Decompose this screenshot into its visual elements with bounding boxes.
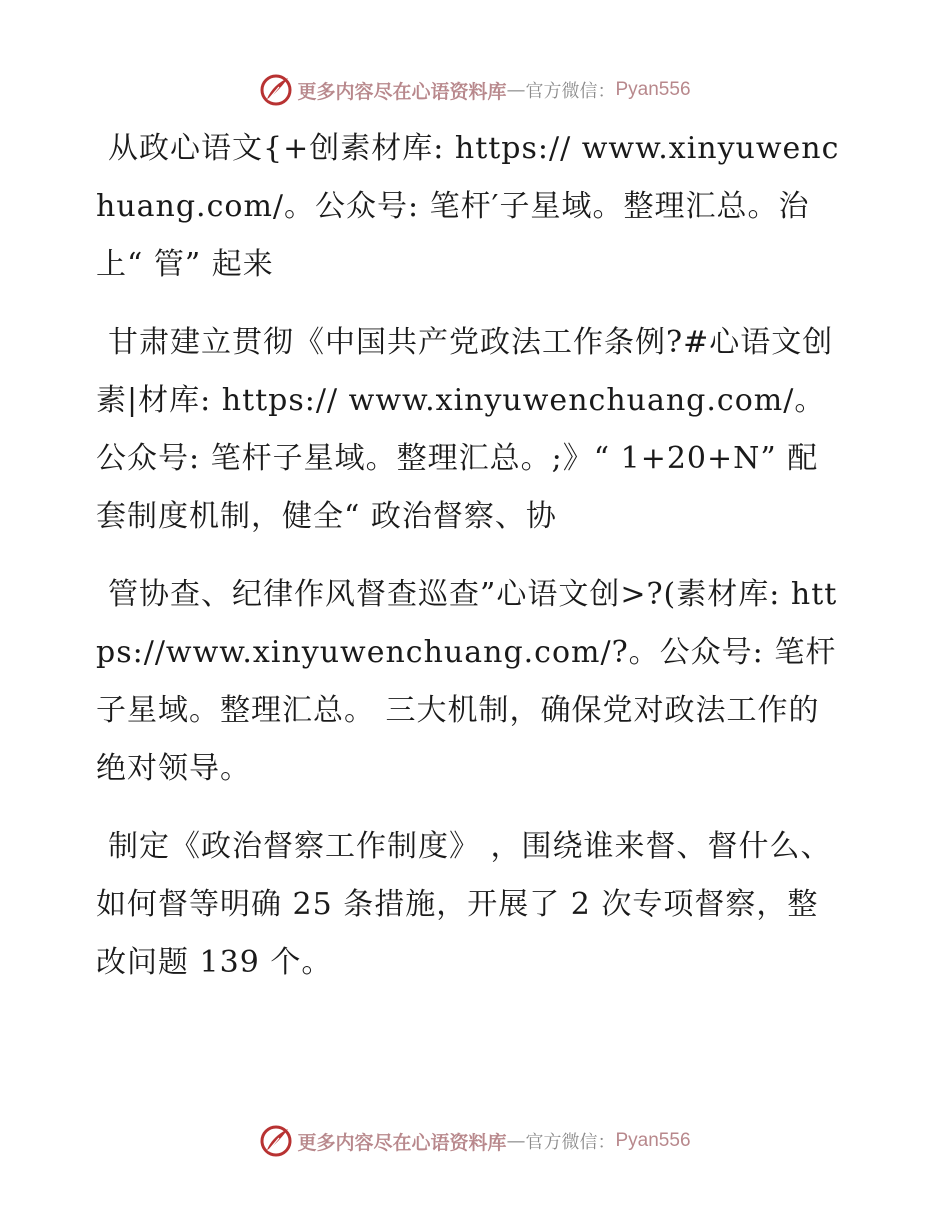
header-banner bbox=[0, 70, 950, 110]
footer-wechat-label: 官方微信： bbox=[525, 1132, 616, 1153]
document-body bbox=[96, 120, 841, 1012]
header-slogan: 更多内容尽在心语资料库 bbox=[297, 80, 507, 103]
feather-pen-circle-icon bbox=[259, 1124, 293, 1158]
paragraph-4: 制定《政治督察工作制度》 ，围绕谁来督、督什么、如何督等明确 25 条措施，开展了 2 次专项督察，整改问题 139 个。 bbox=[96, 829, 832, 980]
paragraph-3: 管协查、纪律作风督查巡查”心语文创>?(素材库: https://www.xinyuwenchuang.com/?。公众号: 笔杆子星域。整理汇总。 三大机制，确保党对政法工作的绝对领导。 bbox=[96, 577, 838, 786]
paragraph-1: 从政心语文{+创素材库: https:// www.xinyuwenchuang.com/。公众号: 笔杆′子星域。整理汇总。治上“ 管” 起来 bbox=[96, 131, 840, 282]
footer-slogan: 更多内容尽在心语资料库 bbox=[297, 1131, 507, 1154]
footer-banner bbox=[0, 1121, 950, 1161]
feather-pen-circle-icon bbox=[259, 73, 293, 107]
paragraph-2: 甘肃建立贯彻《中国共产党政法工作条例?#心语文创素|材库: https:// www.xinyuwenchuang.com/。公众号: 笔杆子星域。整理汇总。;》“ 1+20+N” 配套制度机制，健全“ 政治督察、协 bbox=[96, 325, 834, 534]
footer-dash: — bbox=[506, 1130, 526, 1152]
header-wechat-label: 官方微信： bbox=[525, 81, 616, 102]
header-wechat-id: Pyan556 bbox=[615, 79, 691, 100]
header-dash: — bbox=[506, 79, 526, 101]
footer-wechat-id: Pyan556 bbox=[615, 1130, 691, 1151]
